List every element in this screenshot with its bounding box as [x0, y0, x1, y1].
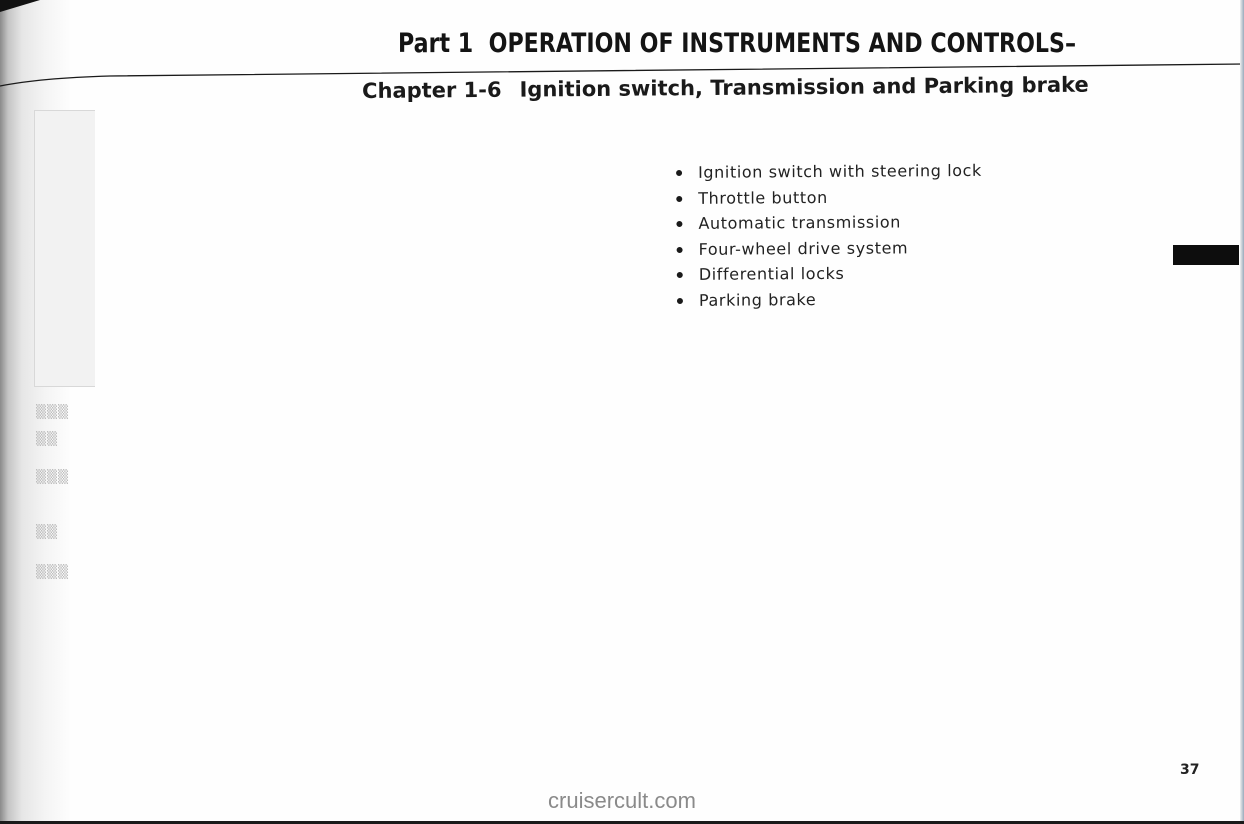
bleed-through-mark: ▒▒▒ — [36, 565, 69, 580]
bleed-through-mark: ▒▒▒ — [36, 470, 69, 485]
list-item-text: Parking brake — [698, 289, 817, 310]
bleed-through-box — [34, 110, 95, 387]
bullet-icon — [677, 246, 683, 252]
chapter-number: Chapter 1-6 — [362, 77, 502, 103]
bleed-through-mark: ▒▒ — [36, 432, 58, 447]
list-item — [674, 161, 982, 189]
list-item — [674, 186, 982, 214]
list-item — [675, 237, 983, 265]
page-number: 37 — [1180, 762, 1200, 778]
page-right-edge — [1240, 0, 1244, 824]
bullet-icon — [677, 272, 683, 278]
bullet-icon — [677, 297, 683, 303]
list-item — [675, 288, 983, 316]
part-heading — [398, 28, 1076, 59]
chapter-contents-list — [674, 161, 983, 316]
list-item — [674, 212, 982, 240]
list-item-text: Throttle button — [698, 187, 828, 208]
list-item-text: Four-wheel drive system — [698, 237, 909, 259]
list-item — [675, 263, 983, 291]
bullet-icon — [676, 195, 682, 201]
bullet-icon — [676, 221, 682, 227]
list-item-text: Automatic transmission — [698, 212, 902, 233]
bleed-through-mark: ▒▒▒ — [36, 405, 69, 420]
list-item-text: Ignition switch with steering lock — [697, 160, 982, 182]
bullet-icon — [676, 170, 682, 176]
bleed-through-mark: ▒▒ — [36, 525, 58, 540]
chapter-heading — [362, 73, 1089, 103]
section-thumb-tab — [1173, 245, 1239, 265]
watermark: cruisercult.com — [548, 788, 696, 813]
list-item-text: Differential locks — [698, 263, 845, 284]
part-label: Part 1 — [398, 28, 474, 59]
part-title: OPERATION OF INSTRUMENTS AND CONTROLS– — [488, 28, 1077, 59]
binding-corner — [0, 0, 40, 12]
chapter-title: Ignition switch, Transmission and Parking brake — [519, 72, 1089, 102]
